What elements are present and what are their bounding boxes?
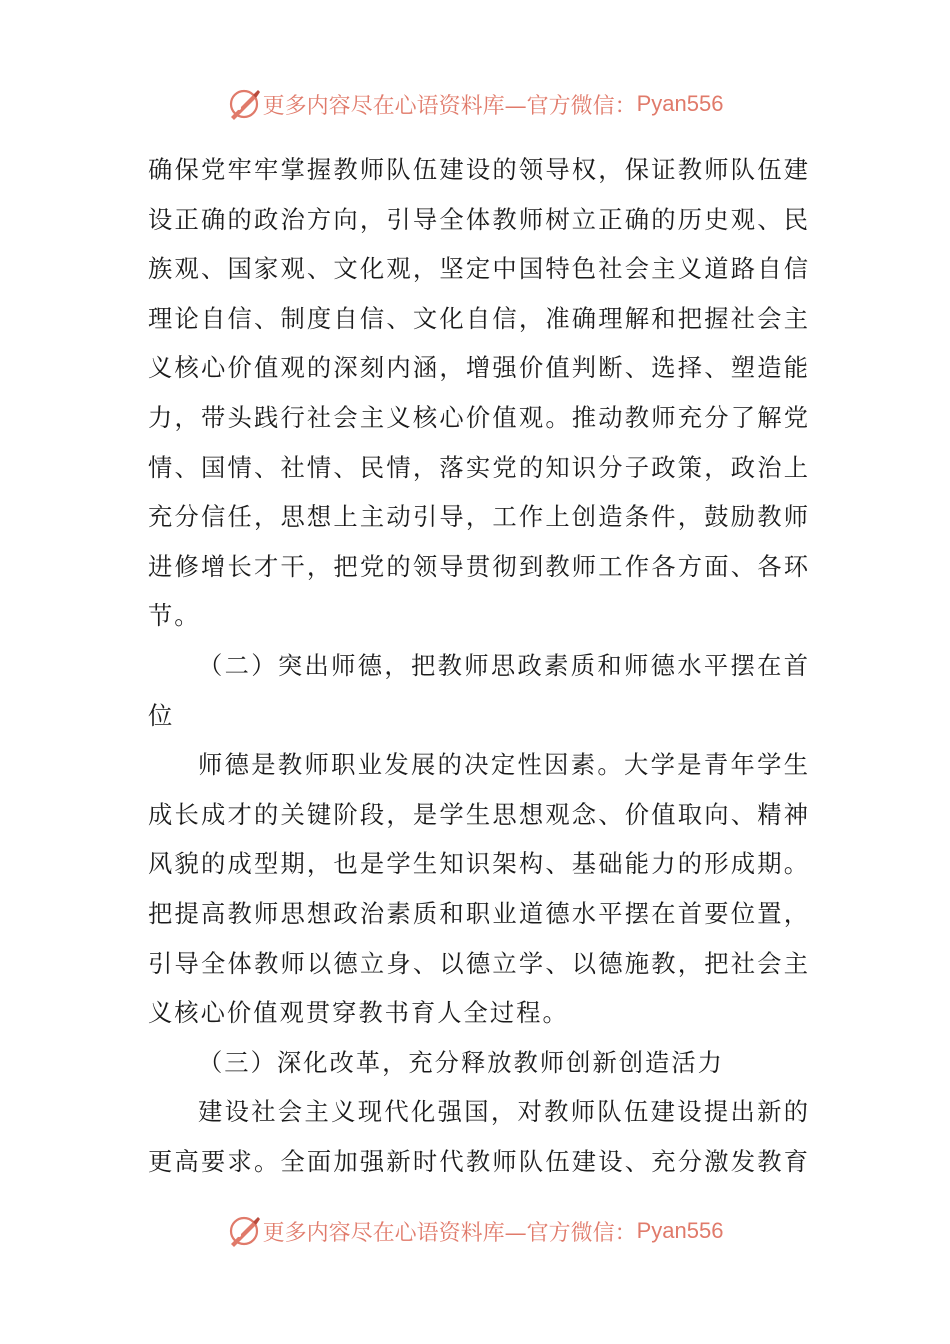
text-line: 师德是教师职业发展的决定性因素。大学是青年学生 — [198, 750, 808, 780]
text-line: 风貌的成型期，也是学生知识架构、基础能力的形成期。 — [148, 849, 808, 879]
text-line: 义核心价值观贯穿教书育人全过程。 — [148, 998, 569, 1028]
text-line: 确保党牢牢掌握教师队伍建设的领导权，保证教师队伍建 — [148, 155, 808, 184]
text-line: 力，带头践行社会主义核心价值观。推动教师充分了解党 — [148, 402, 808, 432]
wechat-id: Pyan556 — [636, 1218, 724, 1243]
section-heading-cont: 位 — [148, 700, 175, 730]
text-line: 理论自信、制度自信、文化自信，准确理解和把握社会主 — [148, 303, 808, 333]
text-line: 族观、国家观、文化观，坚定中国特色社会主义道路自信 — [148, 254, 808, 284]
header-banner — [0, 84, 950, 124]
banner-text: 更多内容尽在心语资料库—官方微信： — [262, 93, 637, 119]
text-line: 进修增长才干，把党的领导贯彻到教师工作各方面、各环 — [148, 551, 808, 581]
footer-banner — [0, 1211, 950, 1251]
text-line: 更高要求。全面加强新时代教师队伍建设、充分激发教育 — [148, 1146, 808, 1176]
text-line: 义核心价值观的深刻内涵，增强价值判断、选择、塑造能 — [148, 353, 808, 383]
text-line: 成长成才的关键阶段，是学生思想观念、价值取向、精神 — [148, 799, 808, 829]
banner-text: 更多内容尽在心语资料库—官方微信： — [262, 1220, 637, 1246]
pen-logo-icon — [227, 87, 261, 121]
document-body — [148, 145, 808, 1186]
section-heading: （二）突出师德，把教师思政素质和师德水平摆在首 — [198, 650, 808, 680]
pen-logo-icon — [227, 1214, 261, 1248]
wechat-id: Pyan556 — [636, 91, 724, 116]
text-line: 把提高教师思想政治素质和职业道德水平摆在首要位置， — [148, 898, 808, 928]
section-heading: （三）深化改革，充分释放教师创新创造活力 — [198, 1047, 724, 1077]
text-line: 节。 — [148, 601, 201, 631]
text-line: 引导全体教师以德立身、以德立学、以德施教，把社会主 — [148, 948, 808, 978]
text-line: 情、国情、社情、民情，落实党的知识分子政策，政治上 — [148, 452, 808, 482]
text-line: 充分信任，思想上主动引导，工作上创造条件，鼓励教师 — [148, 502, 808, 532]
text-line: 建设社会主义现代化强国，对教师队伍建设提出新的 — [198, 1097, 808, 1127]
text-line: 设正确的政治方向，引导全体教师树立正确的历史观、民 — [148, 204, 808, 234]
